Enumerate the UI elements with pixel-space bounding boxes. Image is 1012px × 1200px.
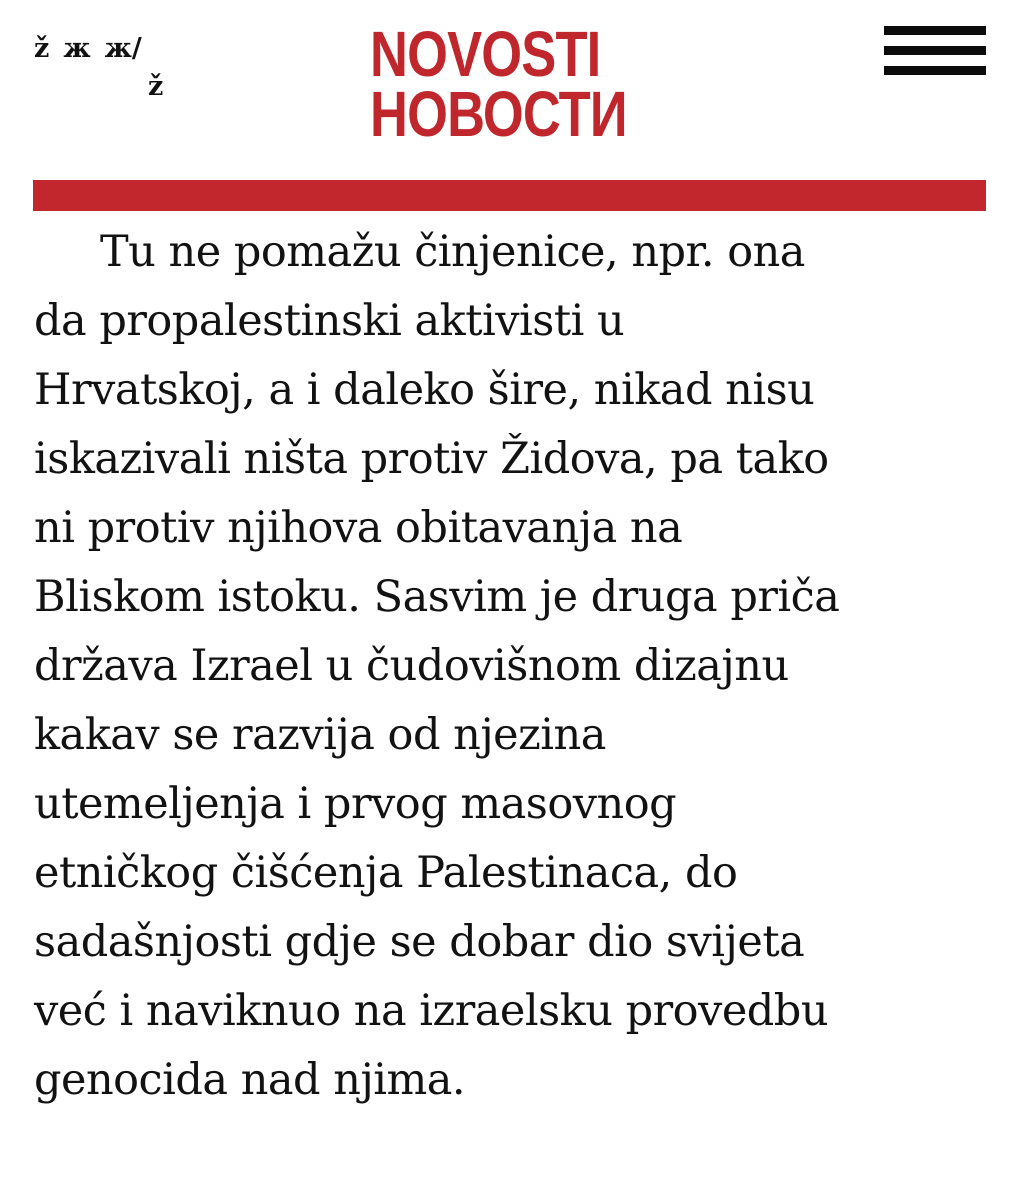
paragraph-line: utemeljenja i prvog masovnog <box>34 779 677 829</box>
paragraph-line: Hrvatskoj, a i daleko šire, nikad nisu <box>34 365 815 415</box>
paragraph-line: da propalestinski aktivisti u <box>34 296 625 346</box>
logo-cyrillic-text: НОВОСТИ <box>370 78 627 150</box>
logo-latin-text: NOVOSTI <box>370 18 601 90</box>
script-option-mixed-latin[interactable]: ž <box>148 71 164 102</box>
paragraph-line: kakav se razvija od njezina <box>34 710 606 760</box>
script-option-cyrillic[interactable]: ж <box>63 33 91 64</box>
paragraph-line: Tu ne pomažu činjenice, npr. ona <box>100 227 805 277</box>
menu-bar-middle <box>884 46 986 55</box>
paragraph-line: ni protiv njihova obitavanja na <box>34 503 683 553</box>
paragraph-line: država Izrael u čudovišnom dizajnu <box>34 641 789 691</box>
menu-bar-bottom <box>884 66 986 75</box>
hamburger-menu-icon[interactable] <box>884 26 986 74</box>
paragraph-line: iskazivali ništa protiv Židova, pa tako <box>34 434 829 484</box>
header-divider <box>33 180 986 211</box>
site-header <box>0 0 1012 180</box>
site-logo[interactable] <box>370 18 655 150</box>
article-paragraph <box>34 218 984 1115</box>
script-switcher <box>34 28 194 108</box>
paragraph-line: sadašnjosti gdje se dobar dio svijeta <box>34 917 805 967</box>
paragraph-line: etničkog čišćenja Palestinaca, do <box>34 848 738 898</box>
paragraph-line: genocida nad njima. <box>34 1055 466 1105</box>
article-body <box>34 218 984 1115</box>
script-option-mixed[interactable]: ж/ <box>104 33 142 64</box>
menu-bar-top <box>884 26 986 35</box>
script-option-latin[interactable]: ž <box>34 33 50 64</box>
paragraph-line: Bliskom istoku. Sasvim je druga priča <box>34 572 840 622</box>
paragraph-line: već i naviknuo na izraelsku provedbu <box>34 986 829 1036</box>
